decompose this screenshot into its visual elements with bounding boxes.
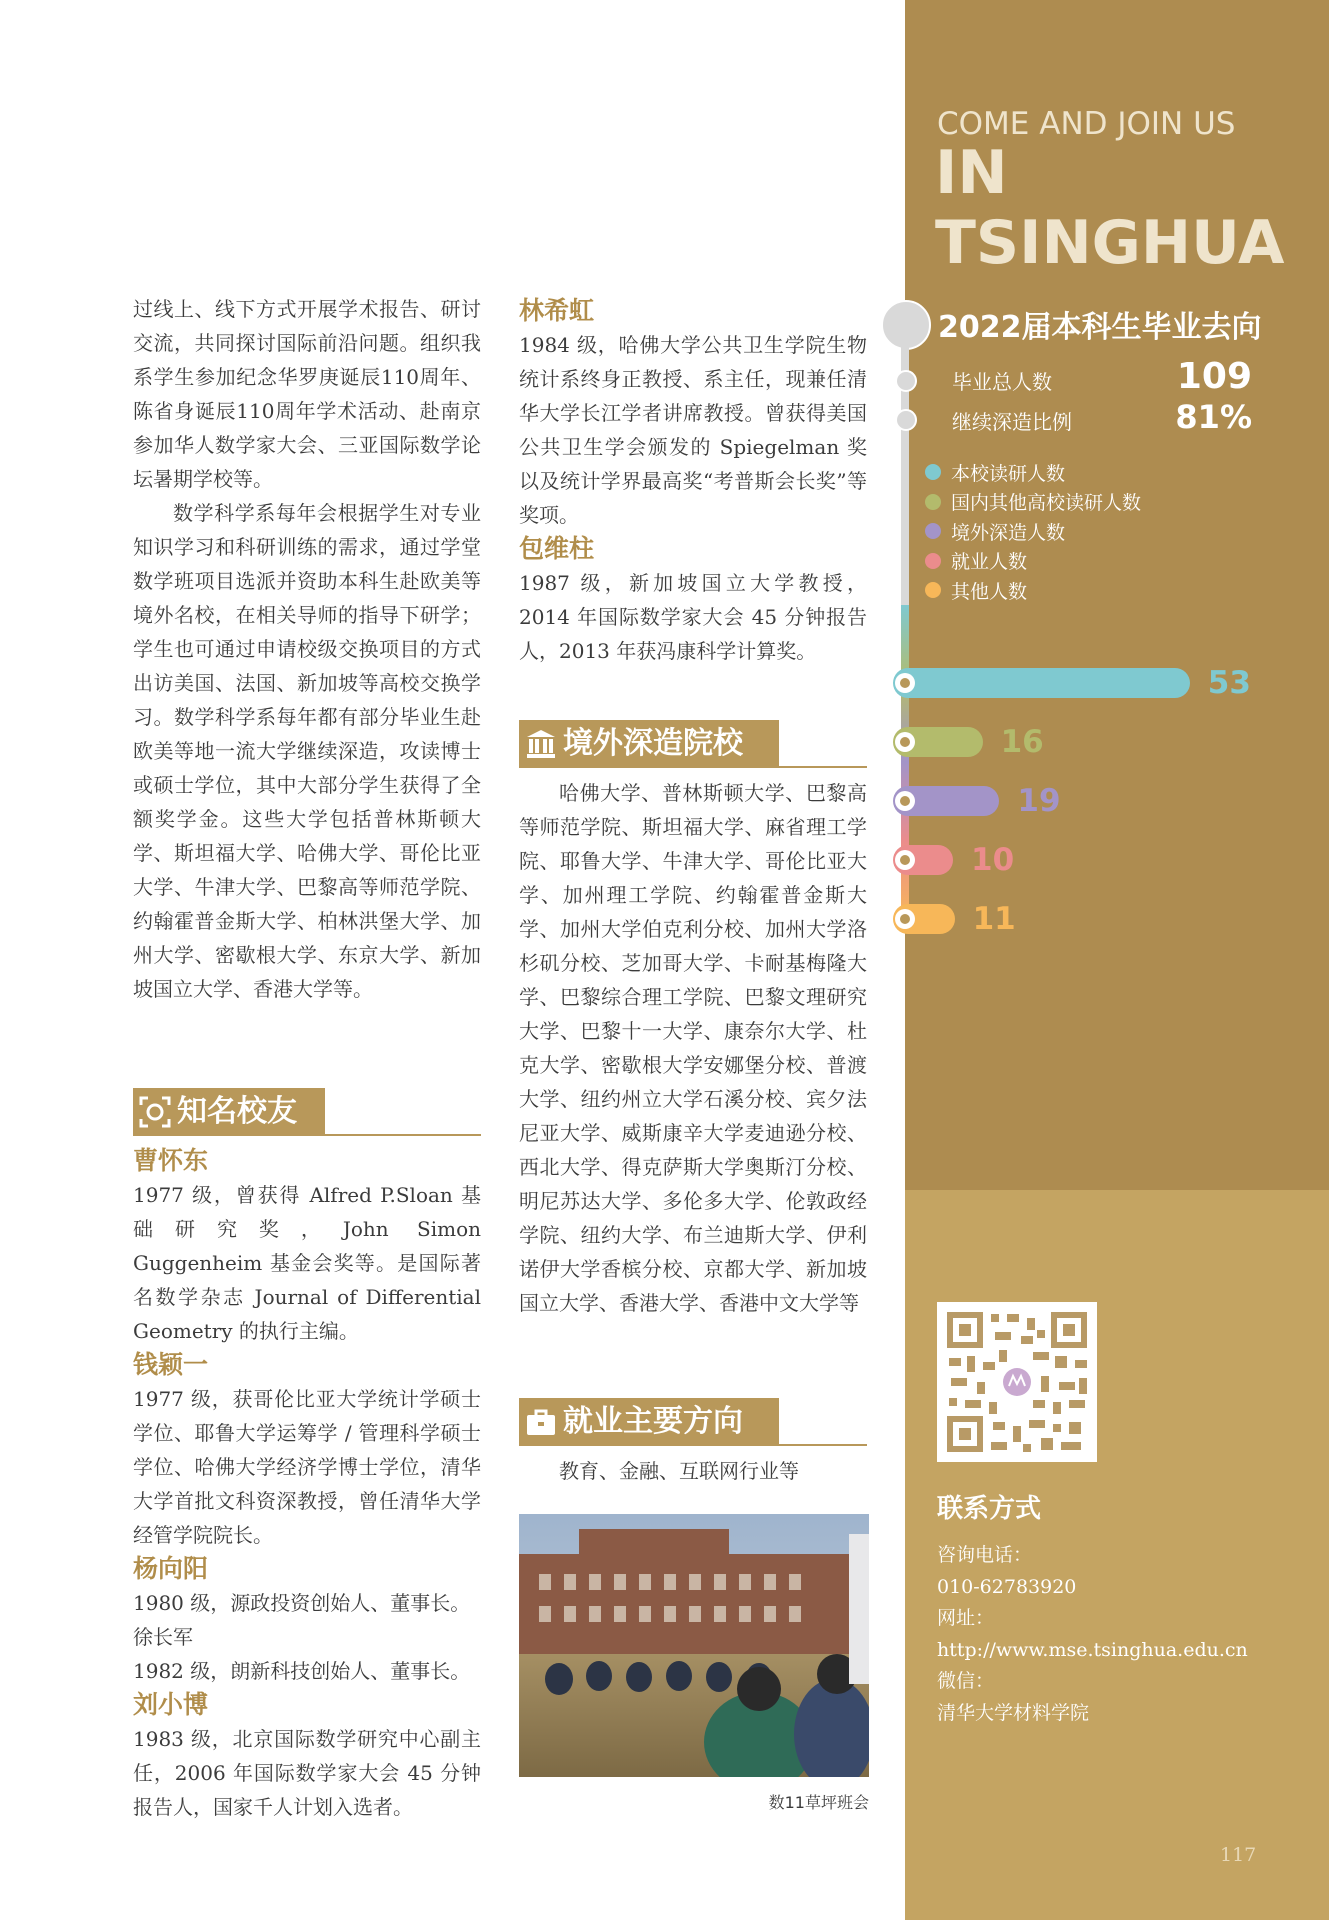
- bar-value-label: 16: [1000, 724, 1044, 760]
- legend-item: [925, 518, 1065, 544]
- qr-code: [937, 1302, 1097, 1462]
- bar-knob: [895, 673, 915, 693]
- contact-value: 清华大学材料学院: [937, 1701, 1090, 1724]
- alumni-desc: 1983 级，北京国际数学研究中心副主任，2006 年国际数学家大会 45 分钟报告人，国家千人计划入选者。: [133, 1727, 481, 1819]
- alumni-list-left: [133, 1144, 481, 1824]
- alumni-name: 林希虹: [519, 296, 595, 325]
- alumni-name: 徐长军: [133, 1625, 193, 1649]
- photo-caption: 数11草坪班会: [768, 1793, 869, 1812]
- bar: [893, 727, 983, 757]
- legend-label: 境外深造人数: [951, 521, 1066, 544]
- timeline-start-dot: [881, 300, 931, 350]
- intro-paragraph-2: 数学科学系每年会根据学生对专业知识学习和科研训练的需求，通过学堂数学班项目选派并资助本科生赴欧美等境外名校，在相关导师的指导下研学；学生也可通过申请校级交换项目的方式出访美国、法国、新加坡等高校交换学习。数学科学系每年都有部分毕业生赴欧美等地一流大学继续深造，攻读博士或硕士学位，其中大部分学生获得了全额奖学金。这些大学包括普林斯顿大学、斯坦福大学、哈佛大学、哥伦比亚大学、牛津大学、巴黎高等师范学院、约翰霍普金斯大学、柏林洪堡大学、加州大学、密歇根大学、东京大学、新加坡国立大学、香港大学等。: [133, 501, 481, 1001]
- contact-value[interactable]: http://www.mse.tsinghua.edu.cn: [937, 1638, 1248, 1661]
- alumni-desc: 1977 级，获哥伦比亚大学统计学硕士学位、耶鲁大学运筹学 / 管理科学硕士学位、哈佛大学经济学博士学位，清华大学首批文科资深教授，曾任清华大学经管学院院长。: [133, 1387, 481, 1547]
- contact-label: 微信：: [937, 1670, 995, 1692]
- bar: [893, 786, 999, 816]
- alumni-desc: 1977 级，曾获得 Alfred P.Sloan 基础研究奖，John Simon Guggenheim 基金会奖等。是国际著名数学杂志 Journal of Differential Geometry 的执行主编。: [133, 1183, 481, 1343]
- schools-list: 哈佛大学、普林斯顿大学、巴黎高等师范学院、斯坦福大学、麻省理工学院、耶鲁大学、牛津大学、哥伦比亚大学、加州理工学院、约翰霍普金斯大学、加州大学伯克利分校、加州大学洛杉矶分校、芝加哥大学、卡耐基梅隆大学、巴黎综合理工学院、巴黎文理研究大学、巴黎十一大学、康奈尔大学、杜克大学、密歇根大学安娜堡分校、普渡大学、纽约州立大学石溪分校、宾夕法尼亚大学、威斯康辛大学麦迪逊分校、西北大学、得克萨斯大学奥斯汀分校、明尼苏达大学、多伦多大学、伦敦政经学院、纽约大学、布兰迪斯大学、伊利诺伊大学香槟分校、京都大学、新加坡国立大学、香港大学、香港中文大学等: [519, 781, 867, 1315]
- alumni-list-middle: [519, 294, 867, 668]
- campus-photo: [519, 1514, 869, 1777]
- contact-title: 联系方式: [937, 1494, 1042, 1524]
- alumni-heading: 知名校友: [177, 1094, 297, 1129]
- total-graduates-value: 109: [1176, 356, 1252, 397]
- legend-swatch: [925, 464, 941, 480]
- alumni-name: 杨向阳: [133, 1554, 209, 1583]
- total-graduates-label: 毕业总人数: [952, 370, 1052, 394]
- legend-swatch: [925, 582, 941, 598]
- schools-heading: 境外深造院校: [563, 726, 743, 761]
- legend-label: 国内其他高校读研人数: [951, 492, 1142, 514]
- bar-knob: [895, 791, 915, 811]
- lawn-meeting-photo: [519, 1514, 869, 1777]
- bar: [893, 845, 953, 875]
- alumni-name: 曹怀东: [133, 1146, 209, 1175]
- schools-section-header: [519, 720, 867, 768]
- bar-value-label: 19: [1017, 783, 1061, 819]
- intro-paragraph-1: 过线上、线下方式开展学术报告、研讨交流，共同探讨国际前沿问题。组织我系学生参加纪念华罗庚诞辰110周年、陈省身诞辰110周年学术活动、赴南京参加华人数学家大会、三亚国际数学论坛暑期学校等。: [133, 297, 481, 491]
- bar-value-label: 11: [972, 901, 1016, 937]
- career-heading: 就业主要方向: [563, 1404, 743, 1439]
- bar-value-label: 53: [1207, 665, 1251, 701]
- legend-label: 本校读研人数: [951, 462, 1066, 485]
- university-building-icon: [519, 727, 563, 761]
- left-column: [133, 292, 481, 1006]
- legend-swatch: [925, 553, 941, 569]
- career-section-header: [519, 1398, 867, 1446]
- bar-value-label: 10: [971, 842, 1015, 878]
- timeline-dot: [895, 370, 917, 392]
- bar-knob: [895, 732, 915, 752]
- contact-label: 网址：: [937, 1607, 995, 1629]
- legend-item: [925, 459, 1065, 485]
- career-text-block: [519, 1454, 867, 1488]
- legend-item: [925, 548, 1027, 574]
- timeline-dot: [895, 409, 917, 431]
- alumni-name: 刘小博: [133, 1690, 209, 1719]
- contact-value: 010-62783920: [937, 1575, 1077, 1598]
- legend-item: [925, 577, 1027, 603]
- slogan-line-2: IN TSINGHUA: [935, 138, 1285, 278]
- alumni-desc: 1980 级，源政投资创始人、董事长。: [133, 1591, 471, 1615]
- bar: [893, 668, 1190, 698]
- alumni-name: 包维柱: [519, 534, 595, 563]
- further-study-ratio-value: 81%: [1175, 398, 1252, 436]
- legend-item: [925, 489, 1141, 515]
- legend-label: 其他人数: [951, 580, 1028, 603]
- qr-code-image: [937, 1302, 1097, 1462]
- stats-title: 2022届本科生毕业去向: [938, 310, 1262, 345]
- page-number: 117: [1220, 1844, 1257, 1866]
- contact-label: 咨询电话：: [937, 1544, 1033, 1566]
- schools-text-block: [519, 776, 867, 1320]
- camera-focus-icon: [133, 1095, 177, 1129]
- further-study-ratio-label: 继续深造比例: [952, 410, 1072, 434]
- alumni-desc: 1982 级，朗新科技创始人、董事长。: [133, 1659, 471, 1683]
- legend-swatch: [925, 494, 941, 510]
- bar-knob: [895, 850, 915, 870]
- alumni-section-header: [133, 1088, 481, 1136]
- legend-swatch: [925, 523, 941, 539]
- briefcase-icon: [519, 1405, 563, 1439]
- contact-info: [937, 1540, 1248, 1729]
- slogan-line-1: COME AND JOIN US: [937, 106, 1236, 142]
- career-text: 教育、金融、互联网行业等: [559, 1459, 799, 1483]
- alumni-name: 钱颖一: [133, 1350, 209, 1379]
- alumni-desc: 1987 级，新加坡国立大学教授，2014 年国际数学家大会 45 分钟报告人，2013 年获冯康科学计算奖。: [519, 571, 867, 663]
- alumni-desc: 1984 级，哈佛大学公共卫生学院生物统计系终身正教授、系主任，现兼任清华大学长江学者讲席教授。曾获得美国公共卫生学会颁发的 Spiegelman 奖以及统计学界最高奖“考普斯会长奖”等奖项。: [519, 333, 867, 527]
- bar: [893, 904, 955, 934]
- legend-label: 就业人数: [951, 551, 1028, 573]
- bar-knob: [895, 909, 915, 929]
